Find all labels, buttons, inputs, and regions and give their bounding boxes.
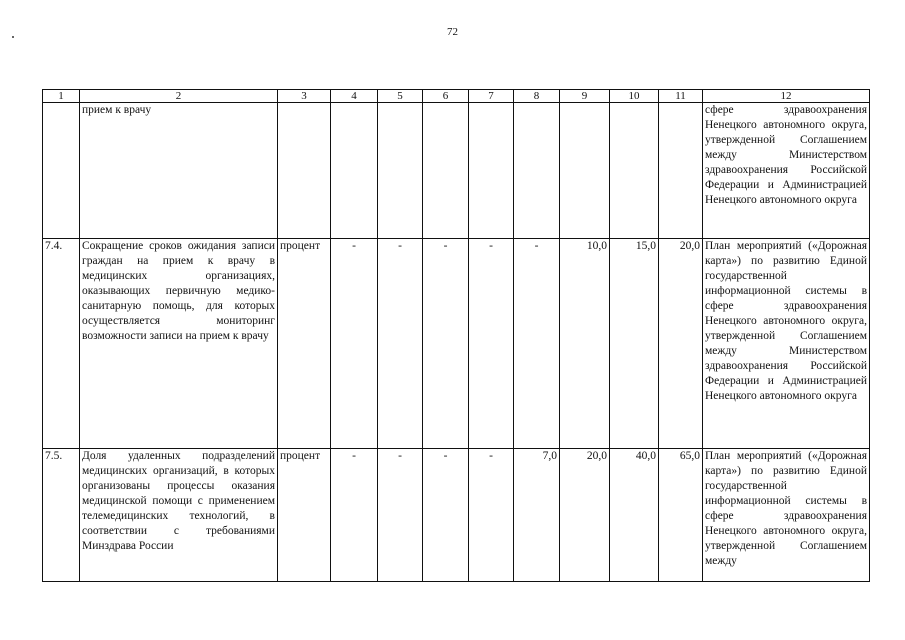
header-cell-7: 7 [469, 90, 514, 103]
value-cell: 10,0 [560, 239, 610, 449]
table-row [43, 239, 870, 449]
value-cell: - [514, 239, 560, 449]
value-cell: - [331, 449, 378, 582]
row-number: 7.4. [43, 239, 80, 449]
value-cell: - [423, 449, 469, 582]
header-cell-6: 6 [423, 90, 469, 103]
value-cell: 65,0 [659, 449, 703, 582]
basis-document: План мероприятий («Дорожная карта») по развитию Единой государственной информационной системы в сфере здравоохранения Ненецкого автономного округа, утвержденной Соглашением между Министерством здравоохранения Российской Федерации и Администрацией Ненецкого автономного округа [703, 239, 870, 449]
unit-cell [278, 103, 331, 239]
value-cell [378, 103, 423, 239]
value-cell: 20,0 [659, 239, 703, 449]
value-cell [331, 103, 378, 239]
value-cell: - [331, 239, 378, 449]
value-cell: 40,0 [610, 449, 659, 582]
header-cell-9: 9 [560, 90, 610, 103]
value-cell [560, 103, 610, 239]
table-row [43, 103, 870, 239]
value-cell: - [378, 449, 423, 582]
value-cell: - [423, 239, 469, 449]
indicators-table [42, 89, 870, 582]
scan-speck [12, 36, 14, 38]
header-cell-3: 3 [278, 90, 331, 103]
value-cell: - [378, 239, 423, 449]
value-cell: 7,0 [514, 449, 560, 582]
header-cell-11: 11 [659, 90, 703, 103]
row-number [43, 103, 80, 239]
value-cell: - [469, 449, 514, 582]
indicator-description: Сокращение сроков ожидания записи граждан на прием к врачу в медицинских организациях, оказывающих первичную медико-санитарную помощь, для которых осуществляется мониторинг возможности записи на прием к врачу [80, 239, 278, 449]
header-cell-8: 8 [514, 90, 560, 103]
value-cell [514, 103, 560, 239]
value-cell: 15,0 [610, 239, 659, 449]
value-cell [469, 103, 514, 239]
header-cell-1: 1 [43, 90, 80, 103]
basis-document: План мероприятий («Дорожная карта») по развитию Единой государственной информационной системы в сфере здравоохранения Ненецкого автономного округа, утвержденной Соглашением между [703, 449, 870, 582]
header-cell-12: 12 [703, 90, 870, 103]
value-cell: 20,0 [560, 449, 610, 582]
page-number: 72 [447, 26, 458, 38]
header-cell-2: 2 [80, 90, 278, 103]
value-cell: - [469, 239, 514, 449]
header-cell-10: 10 [610, 90, 659, 103]
header-cell-5: 5 [378, 90, 423, 103]
basis-document: сфере здравоохранения Ненецкого автономного округа, утвержденной Соглашением между Министерством здравоохранения Российской Федерации и Администрацией Ненецкого автономного округа [703, 103, 870, 239]
value-cell [423, 103, 469, 239]
value-cell [610, 103, 659, 239]
header-cell-4: 4 [331, 90, 378, 103]
table-row [43, 449, 870, 582]
table-header-row [43, 90, 870, 103]
unit-cell: процент [278, 239, 331, 449]
row-number: 7.5. [43, 449, 80, 582]
indicator-description: прием к врачу [80, 103, 278, 239]
indicator-description: Доля удаленных подразделений медицинских организаций, в которых организованы процессы оказания медицинской помощи с применением телемедицинских технологий, в соответствии с требованиями Минздрава России [80, 449, 278, 582]
value-cell [659, 103, 703, 239]
unit-cell: процент [278, 449, 331, 582]
